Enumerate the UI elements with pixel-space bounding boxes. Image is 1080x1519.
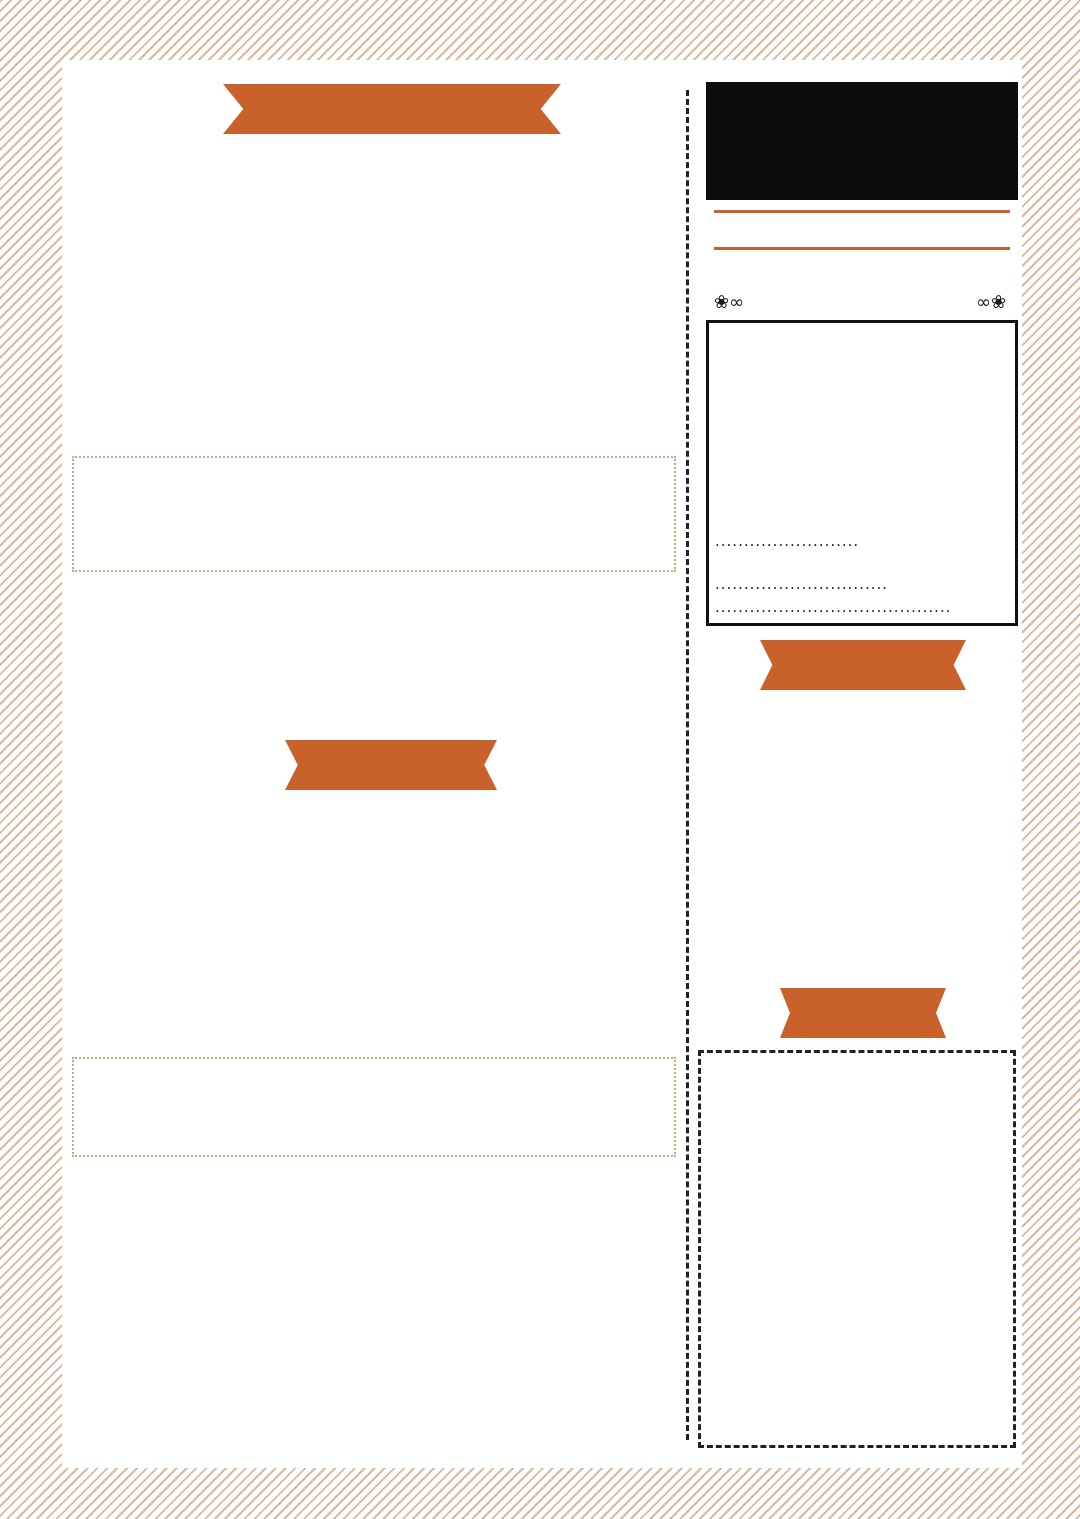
sides-banner (780, 988, 946, 1038)
swirl-left-icon: ❀∞ (714, 292, 745, 313)
classics-banner (285, 740, 497, 790)
breakfast-banner (223, 84, 561, 134)
highlight-box-burger (72, 1057, 676, 1157)
rule-bottom (714, 247, 1010, 250)
brunch-header (706, 82, 1018, 200)
swirl-right-icon: ∞❀ (976, 292, 1007, 313)
load-item: .............................. (715, 575, 889, 593)
load-item: ......................................... (715, 598, 952, 616)
load-item: ......................... (715, 532, 860, 550)
platter-title-line1 (706, 264, 1018, 290)
sides-box (698, 1050, 1016, 1448)
addons-banner (760, 640, 966, 690)
column-divider (686, 90, 689, 1440)
platter-title-line2 (706, 290, 1018, 316)
platter-box (706, 320, 1018, 626)
highlight-box-brekkie (72, 456, 676, 572)
menu-sheet (62, 60, 1022, 1468)
rule-top (714, 210, 1010, 213)
